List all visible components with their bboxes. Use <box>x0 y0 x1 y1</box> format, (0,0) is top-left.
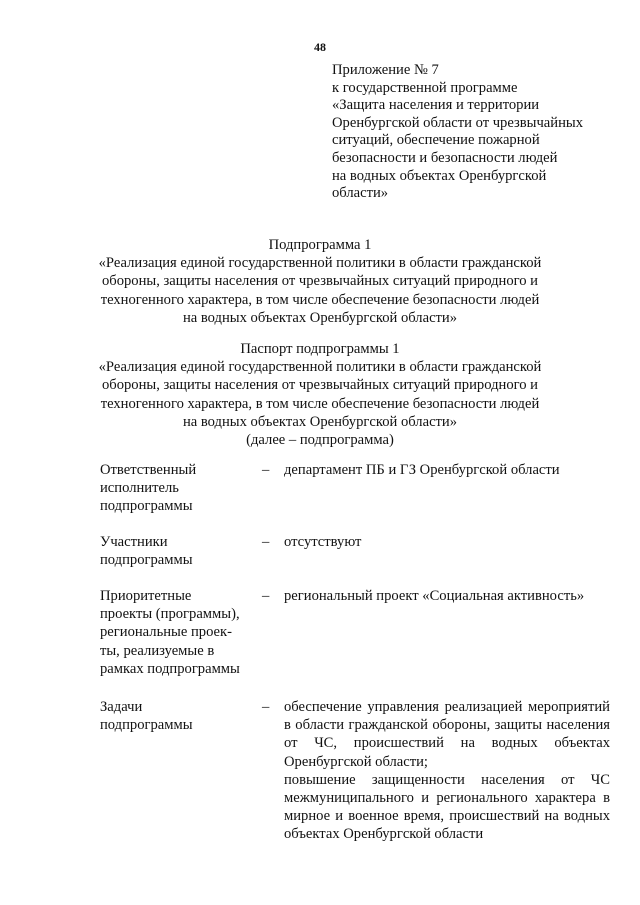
row-value <box>284 533 610 551</box>
appendix-line: безопасности и безопасности людей <box>332 149 558 166</box>
row-dash: – <box>262 462 270 478</box>
table-row-participants <box>100 533 610 569</box>
row-value <box>284 698 610 844</box>
passport-title-line: (далее – подпрограмма) <box>246 432 394 449</box>
row-dash: – <box>262 699 270 716</box>
row-dash: – <box>262 533 270 550</box>
subprogram-title-line: «Реализация единой государственной политики в области гражданской <box>98 255 542 272</box>
row-label-line: подпрограммы <box>100 498 193 515</box>
passport-title-line: Паспорт подпрограммы 1 <box>240 341 400 357</box>
appendix-header <box>332 62 622 203</box>
table-row-responsible <box>100 461 610 516</box>
row-label-line: Задачи <box>100 699 143 716</box>
row-label <box>100 698 262 734</box>
row-dash: – <box>262 588 270 605</box>
subprogram-title-line: обороны, защиты населения от чрезвычайных ситуаций природного и <box>101 273 538 290</box>
row-label-line: рамках подпрограммы <box>100 660 240 677</box>
appendix-line: на водных объектах Оренбургской <box>332 167 547 184</box>
passport-table <box>100 461 610 844</box>
subprogram-title-line: Подпрограмма 1 <box>268 237 372 253</box>
row-label-line: региональные проек- <box>100 624 232 641</box>
passport-title-line: «Реализация единой государственной политики в области гражданской <box>98 359 542 376</box>
row-label-line: Участники <box>100 533 168 550</box>
appendix-line: ситуаций, обеспечение пожарной <box>332 132 540 149</box>
row-label-line: подпрограммы <box>100 717 193 734</box>
row-label-line: Приоритетные <box>100 588 192 605</box>
subprogram-title-line: на водных объектах Оренбургской области» <box>182 309 458 326</box>
row-value-paragraph: повышение защищенности населения от ЧС межмуниципального и регионального характера в мирное и военное время, происшествий на водных объектах Оренбургской области <box>284 771 610 843</box>
appendix-line: Приложение № 7 <box>332 62 439 78</box>
row-label-line: Ответственный <box>100 462 197 478</box>
passport-title-line: техногенного характера, в том числе обеспечение безопасности людей <box>100 395 540 412</box>
row-value-text: департамент ПБ и ГЗ Оренбургской области <box>284 462 560 478</box>
row-value-text: региональный проект «Социальная активность» <box>284 588 585 605</box>
appendix-line: «Защита населения и территории <box>332 97 540 114</box>
row-label-line: исполнитель <box>100 480 179 497</box>
row-value-text: отсутствуют <box>284 533 362 550</box>
row-value <box>284 461 610 479</box>
page-number: 48 <box>314 40 326 54</box>
row-value-paragraph: обеспечение управления реализацией мероприятий в области гражданской обороны, защиты населения от ЧС, происшествий на водных объектах Оренбургской области; <box>284 699 610 770</box>
row-value <box>284 587 610 605</box>
table-row-tasks <box>100 698 610 844</box>
passport-title-line: на водных объектах Оренбургской области» <box>182 413 458 430</box>
subprogram-title-line: техногенного характера, в том числе обеспечение безопасности людей <box>100 291 540 308</box>
subprogram-title <box>0 236 640 327</box>
row-label-line: ты, реализуемые в <box>100 642 215 659</box>
row-label-line: проекты (программы), <box>100 606 240 623</box>
table-row-priority-projects <box>100 587 610 678</box>
passport-title <box>0 340 640 449</box>
row-label <box>100 587 262 678</box>
row-label <box>100 461 262 516</box>
appendix-line: к государственной программе <box>332 79 518 96</box>
appendix-line: области» <box>332 185 389 202</box>
row-label-line: подпрограммы <box>100 551 193 568</box>
appendix-line: Оренбургской области от чрезвычайных <box>332 114 584 131</box>
passport-title-line: обороны, защиты населения от чрезвычайных ситуаций природного и <box>101 377 538 394</box>
row-label <box>100 533 262 569</box>
